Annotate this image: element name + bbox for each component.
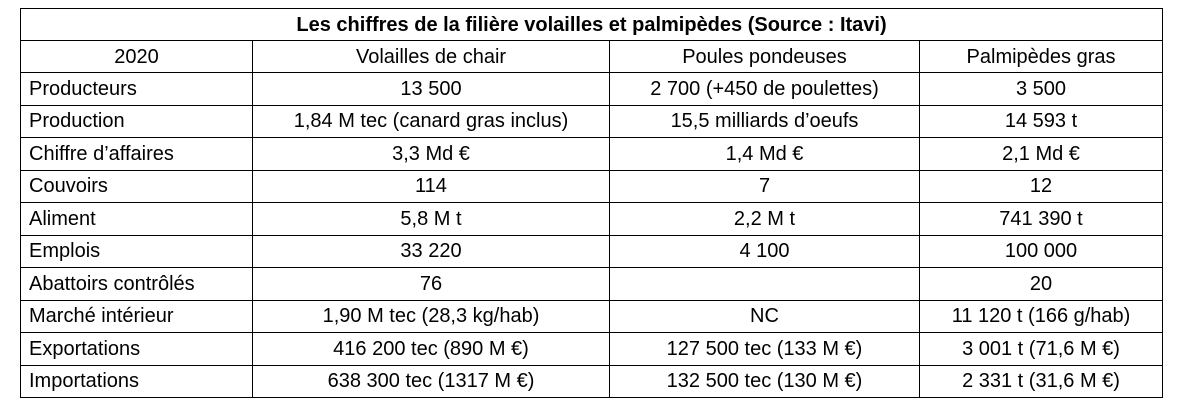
table-row <box>21 170 1163 203</box>
row-label: Marché intérieur <box>21 300 253 333</box>
cell-value: 2 700 (+450 de poulettes) <box>610 73 920 106</box>
cell-value: 1,90 M tec (28,3 kg/hab) <box>253 300 610 333</box>
table-header-row <box>21 41 1163 73</box>
cell-value: 2,1 Md € <box>920 138 1163 171</box>
cell-value: 5,8 M t <box>253 203 610 236</box>
cell-value: 4 100 <box>610 235 920 268</box>
cell-value: 114 <box>253 170 610 203</box>
cell-value: 3 001 t (71,6 M €) <box>920 333 1163 366</box>
header-palmipedes-gras: Palmipèdes gras <box>920 41 1163 73</box>
table-row <box>21 138 1163 171</box>
table-row <box>21 333 1163 366</box>
row-label: Production <box>21 105 253 138</box>
table-row <box>21 105 1163 138</box>
cell-value: 7 <box>610 170 920 203</box>
table-row <box>21 235 1163 268</box>
cell-value: 1,4 Md € <box>610 138 920 171</box>
cell-value: 638 300 tec (1317 M €) <box>253 365 610 398</box>
header-volailles-de-chair: Volailles de chair <box>253 41 610 73</box>
row-label: Couvoirs <box>21 170 253 203</box>
table-row <box>21 268 1163 301</box>
cell-value: 3 500 <box>920 73 1163 106</box>
cell-value: 2,2 M t <box>610 203 920 236</box>
cell-value: 13 500 <box>253 73 610 106</box>
header-poules-pondeuses: Poules pondeuses <box>610 41 920 73</box>
cell-value: 1,84 M tec (canard gras inclus) <box>253 105 610 138</box>
table-title: Les chiffres de la filière volailles et palmipèdes (Source : Itavi) <box>21 9 1163 41</box>
cell-value: 2 331 t (31,6 M €) <box>920 365 1163 398</box>
cell-value: 11 120 t (166 g/hab) <box>920 300 1163 333</box>
cell-value: 132 500 tec (130 M €) <box>610 365 920 398</box>
cell-value: 33 220 <box>253 235 610 268</box>
table-title-row <box>21 9 1163 41</box>
poultry-statistics-table <box>20 8 1163 398</box>
cell-value: NC <box>610 300 920 333</box>
row-label: Emplois <box>21 235 253 268</box>
cell-value: 416 200 tec (890 M €) <box>253 333 610 366</box>
cell-value <box>610 268 920 301</box>
row-label: Chiffre d’affaires <box>21 138 253 171</box>
cell-value: 3,3 Md € <box>253 138 610 171</box>
row-label: Producteurs <box>21 73 253 106</box>
cell-value: 76 <box>253 268 610 301</box>
row-label: Aliment <box>21 203 253 236</box>
cell-value: 100 000 <box>920 235 1163 268</box>
cell-value: 14 593 t <box>920 105 1163 138</box>
table-row <box>21 300 1163 333</box>
cell-value: 12 <box>920 170 1163 203</box>
table-row <box>21 365 1163 398</box>
table-row <box>21 73 1163 106</box>
header-year: 2020 <box>21 41 253 73</box>
cell-value: 741 390 t <box>920 203 1163 236</box>
row-label: Importations <box>21 365 253 398</box>
cell-value: 127 500 tec (133 M €) <box>610 333 920 366</box>
cell-value: 15,5 milliards d’oeufs <box>610 105 920 138</box>
table-row <box>21 203 1163 236</box>
cell-value: 20 <box>920 268 1163 301</box>
row-label: Abattoirs contrôlés <box>21 268 253 301</box>
row-label: Exportations <box>21 333 253 366</box>
